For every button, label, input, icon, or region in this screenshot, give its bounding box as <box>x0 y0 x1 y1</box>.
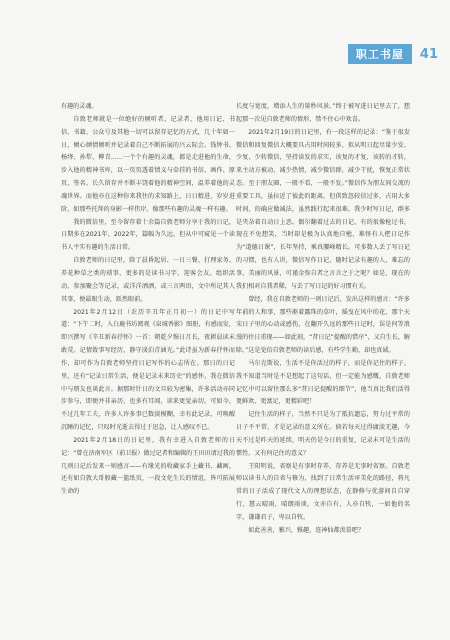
paragraph: 记住生活的样子，当然不只是为了抵抗遗忘，努力过平常的日子不平常，才是记录的意义所在。倘若每天过得庸淡无趣，今天不过是昨天的延续，明天仍是今日的重复，记录未可是生活的惯性，又有何记住的意义？ <box>236 411 410 457</box>
paragraph: 2021年2月12日（农历辛丑年正月初一）的日记中写道：“下午二时，入白鹿书坊阅观《泉城香影》图册，有感而发，即兴撰写《辛丑新春抒怀》一首：朝乾夕惕日月长，夜耕晨读未敢荒。记情敛事写经历，静守淡泊青涵光。”此诗虽为新春抒怀而作，却可作为自敦老师坚持日记写作的心志所在。那日的日记里，还有“记录日常生活，便是记录未来历史”的感怀，我在微信中与朋友也谈此言。据那时针日的文旦较为密集，许多活动亦同步参与，即便并非亲历，也多有耳闻，读来更觉亲切。可如今，不过几年工夫，许多人许多事已数淡模糊，幸有此记录，可唤醒沉睡的记忆，只叹时光逝去得过于迅急，让人感叹不已。 <box>61 308 235 432</box>
page-number: 41 <box>419 46 438 62</box>
paragraph: 有趣的灵魂。 <box>61 103 98 110</box>
section-title: 职工书屋 <box>348 44 412 64</box>
page-header <box>0 0 450 78</box>
paragraph: 长度与宽度，增添人生的量秒风景。”终于被写进日记里去了，想起那一次见自敦老师的情形，禁不住心中欢喜。 <box>236 103 410 123</box>
paragraph: 曾经，我在自敦老师的一则日记后，发出这样的感言：“许多年前的人和事，那些渐着露珠的草叶，摇曳在风中的花，那个天宋日子里的心动或感伤，在翻开久远的那些日记时，误是何等浪漫的往日重现——如此刻，“昔日记”提醒的惜序”，又自生长，解除。”这是觉倍自敦老师的读后感，有些学生勤，却也真诚。 <box>236 295 410 355</box>
paragraph: 我的微信里，至今留存着十余篇自敦老师分享于我的日记，日期多在2021年、2022年，篇幅为久远，但从中可窥见一个读书人平实有趣的生活日常。 <box>61 218 235 252</box>
paragraph: 自敦老师的日记里，除了晨昏起居、一日三餐、打理家务、养花种草之类的琐事，更多的是读书习字、迎客会友、组织活动、参加聚会等记录，或洋洋洒洒，或三言两语，文中所记其人其事，便最眼生动，跃然眼前。 <box>61 257 235 303</box>
paragraph: 王阳明说，省察是有事时存养，存养是无事时省察。自敦老师以读书人的自省与修为，找到了日常生活审美化的路径，将凡常的日子活成了现代文人的理想状态，在静修与优游间自自穿行，慧云晴雨，晴朗雨谈，文亦自有，人亦自牧，一如他的名字，谦谦君子，卑以自牧。 <box>236 462 410 521</box>
right-column <box>236 101 410 621</box>
paragraph: 2021年2月19日的日记里，有一段这样的记录：“鉴于很发微信和回复微信大概要具占用时间较多，拟从明日起尽量少发、少复、少转微信，坚持读发的求实，该复的才复，该转的才转，来主动方被动，减少热情，减少微信群，减少干扰，恢复正常状态。至于朋友圈，一般不看，一般不发。”微信作为朋友间交流的重要工具，虽拉近了彼此的距离，但供致忽较信过多，占用大多时间，的确应做减法，虽然践行起来很难。我少时写日记，群多是夹杂着自动日上恶。偶尔翻着过去的日记，有的很像枪过书，现在不免想笑，当时却是极为认真地自勉，难怪有人把日记作为“道德日课”，长年坚持，乘真腰峰精长。可多数人丢了写日记的习惯，也有人讲，微信写作日记，随时记录有趣的人，难忘的事，美丽的风景，可谨金弥自者之言言之于之呢？如是，现在的我们相对自我者稀，与丢了写日记的好习惯有关。 <box>236 128 410 290</box>
header-bar <box>348 44 438 64</box>
paragraph: 自敦老师就是一位绝好的倾听者、记录者，他用日记、书信、书籍、公众号及其他一切可以留存记忆的方式，几十年如一日，倾心倾情倾听并记录着自己不断拓展的兴云际会。钱钟书、杨绛、孙犁、柳青……一个个有趣的灵魂，都是走进他的生命，步入他的精神书库，以一页页透着情义与牵挂的书信、画作、原页、签名、长久留存并不断丰饶着他的精神空间，温养着他的灵魂世界。而他亦在这种你来我往的求知路上，日日精进，岁岁进阶，如那些托拜的身影一样伟岸，像那些有趣的灵魂一样有趣。 <box>61 115 235 213</box>
left-column <box>61 101 235 621</box>
paragraph: 马尔克斯说，生活不是你活过的样子，而是你记住的样子。我不知道当时是不是想起了这句话，但一定能为感慨，自敦老师记忆中可以留住那么多“昔日记提醒的细节”，他当真比我们活得更鲜欢、更富足，更精彩吧！ <box>236 359 410 406</box>
paragraph: 2021年2月18日的日记里，我有幸进入自敦老师的日记：“曾在济南军区（前卫报）做过记者和编辑的王田田请过我的几则日记后发来一则感言——有缘光的收藏家手上藏书、藏画，还有如自敦大哥般藏一篮纸页，一段文化生长的情谊，皆可拓展生命的 <box>61 436 235 496</box>
column-divider <box>230 101 231 621</box>
paragraph: 如此善善，雅兴，雅趣，连神仙都羡慕吧？ <box>248 526 364 534</box>
